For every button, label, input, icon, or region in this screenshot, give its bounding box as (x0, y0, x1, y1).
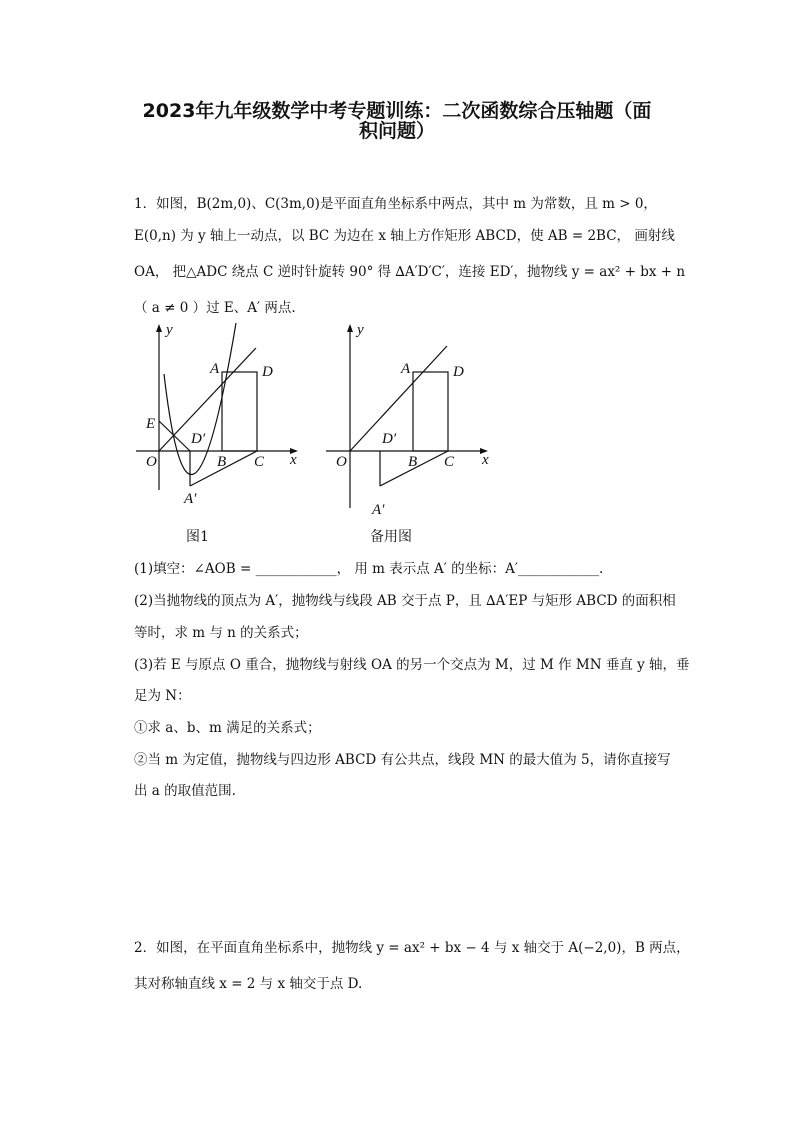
y-axis-arrow (347, 324, 353, 332)
label-D: D (453, 364, 464, 380)
figure-1 (128, 318, 308, 518)
question-3-line-1: (3)若 E 与原点 O 重合，抛物线与射线 OA 的另一个交点为 M，过 M 作 MN 垂直 y 轴，垂 (134, 657, 690, 673)
problem-1-line-4: （ a ≠ 0 ）过 E、A′ 两点. (134, 300, 296, 316)
problem-2-line-1: 2．如图，在平面直角坐标系中，抛物线 y = ax² + bx − 4 与 x 轴交于 A(−2,0)，B 两点， (134, 940, 690, 956)
y-axis-arrow (156, 324, 162, 332)
problem-2-line-2: 其对称轴直线 x = 2 与 x 轴交于点 D. (134, 976, 363, 992)
figure-backup-caption: 备用图 (370, 529, 412, 545)
label-B: B (217, 454, 227, 470)
label-D-prime: D′ (382, 431, 397, 447)
figure-1-caption: 图1 (186, 529, 209, 545)
question-2-line-1: (2)当抛物线的顶点为 A′，抛物线与线段 AB 交于点 P，且 ∆A′EP 与矩形 ABCD 的面积相 (134, 593, 676, 609)
label-B: B (408, 454, 418, 470)
label-O: O (336, 454, 347, 470)
label-A: A (401, 361, 411, 377)
parabola (164, 323, 236, 475)
label-y: y (357, 322, 364, 338)
problem-1-line-1: 1．如图，B(2m,0)、C(3m,0)是平面直角坐标系中两点，其中 m 为常数，且 m > 0， (134, 196, 657, 212)
question-3-part-2-line-2: 出 a 的取值范围. (134, 783, 236, 799)
label-x: x (290, 452, 297, 468)
question-3-part-1: ①求 a、b、m 满足的关系式； (134, 720, 321, 736)
question-1: (1)填空：∠AOB = ____________， 用 m 表示点 A′ 的坐标：A′____________. (134, 561, 604, 577)
label-O: O (146, 454, 157, 470)
problem-1-line-3: OA， 把△ADC 绕点 C 逆时针旋转 90° 得 ∆A′D′C′，连接 ED′，抛物线 y = ax² + bx + n (134, 264, 686, 280)
label-x: x (482, 452, 489, 468)
question-3-part-2-line-1: ②当 m 为定值，抛物线与四边形 ABCD 有公共点，线段 MN 的最大值为 5，请你直接写 (134, 752, 671, 768)
problem-1-line-2: E(0,n) 为 y 轴上一动点，以 BC 为边在 x 轴上方作矩形 ABCD，使 AB = 2BC， 画射线 (134, 228, 675, 244)
rectangle-ABCD (413, 372, 448, 451)
label-D-prime: D′ (191, 431, 206, 447)
question-2-line-2: 等时，求 m 与 n 的关系式； (134, 625, 308, 641)
label-E: E (146, 416, 156, 432)
label-y: y (166, 322, 173, 338)
label-A: A (210, 361, 220, 377)
page-title-line-2: 积问题） (358, 120, 435, 142)
question-3-line-2: 足为 N： (134, 688, 191, 704)
figure-backup (322, 318, 502, 518)
page-title-line-1: 2023年九年级数学中考专题训练：二次函数综合压轴题（面 (142, 100, 652, 122)
ray-OA (350, 346, 447, 451)
label-A-prime: A′ (184, 491, 197, 507)
label-A-prime: A′ (372, 502, 385, 518)
label-C: C (254, 454, 265, 470)
rectangle-ABCD (222, 372, 257, 451)
label-D: D (262, 364, 273, 380)
label-C: C (444, 454, 455, 470)
